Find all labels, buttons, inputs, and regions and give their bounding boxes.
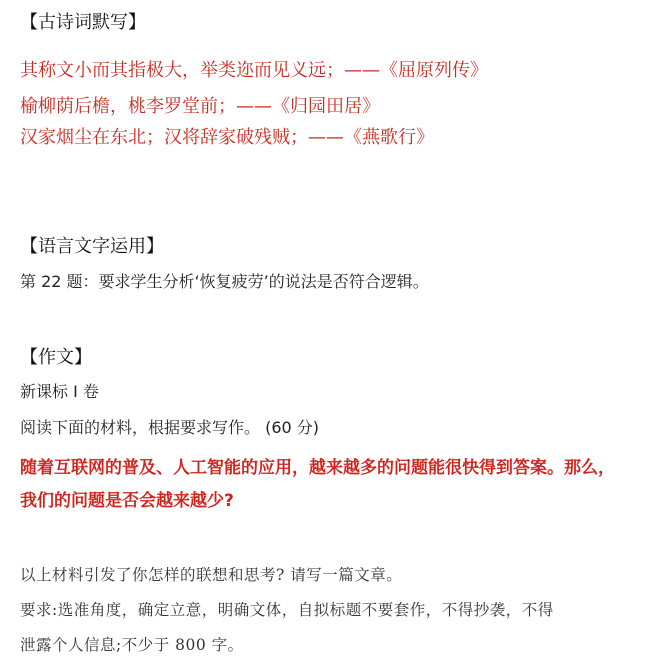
essay-instruction: 阅读下面的材料，根据要求写作。 (60 分) [20,418,320,437]
poetry-line: 汉家烟尘在东北；汉将辞家破残贼；——《燕歌行》 [20,127,434,148]
essay-paper-name: 新课标 I 卷 [20,382,99,401]
language-question-text: 第 22 题：要求学生分析‘恢复疲劳’的说法是否符合逻辑。 [20,272,429,291]
poetry-section-header: 【古诗词默写】 [20,12,146,33]
language-section-header: 【语言文字运用】 [20,236,164,257]
essay-requirements: 要求:选准角度，确定立意，明确文体，自拟标题不要套作，不得抄袭，不得 [20,601,554,619]
poetry-line: 其称文小而其指极大，举类迩而见义远；——《屈原列传》 [20,60,488,81]
essay-material: 我们的问题是否会越来越少? [20,491,234,511]
essay-material: 随着互联网的普及、人工智能的应用，越来越多的问题能很快得到答案。那么， [20,458,615,478]
essay-section-header: 【作文】 [20,347,92,368]
essay-prompt: 以上材料引发了你怎样的联想和思考? 请写一篇文章。 [20,566,403,584]
essay-requirements: 泄露个人信息;不少于 800 字。 [20,636,244,654]
poetry-line: 榆柳荫后檐，桃李罗堂前；——《归园田居》 [20,96,380,117]
